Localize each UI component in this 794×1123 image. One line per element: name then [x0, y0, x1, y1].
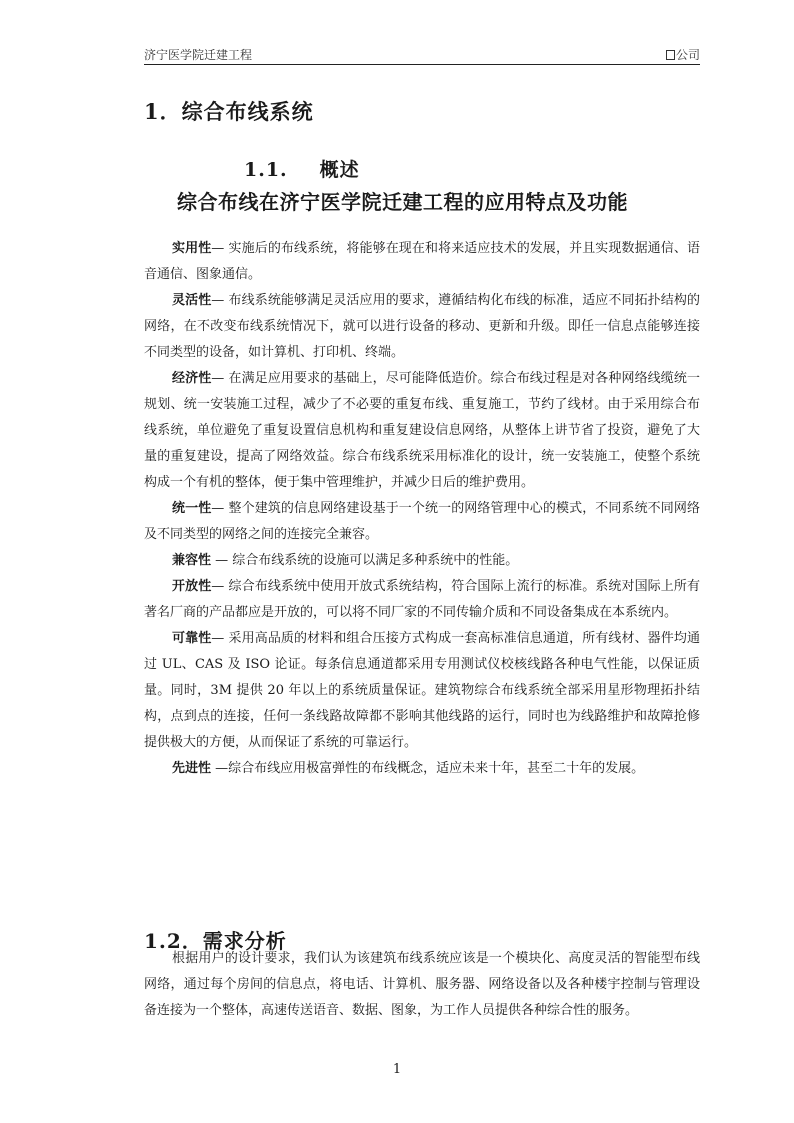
- feature-text: — 实施后的布线系统，将能够在现在和将来适应技术的发展，并且实现数据通信、语音通信、图象通信。: [144, 241, 700, 282]
- requirements-body: [144, 946, 700, 1024]
- feature-text: —综合布线应用极富弹性的布线概念，适应未来十年，甚至二十年的发展。: [211, 761, 645, 776]
- feature-paragraph: [144, 236, 700, 288]
- section-1-1-number: 1.1.: [244, 159, 288, 181]
- header-project-title: 济宁医学院迁建工程: [144, 48, 253, 62]
- feature-term: 开放性: [172, 579, 212, 594]
- header-company-label: 公司: [675, 48, 700, 62]
- feature-term: 可靠性: [172, 631, 212, 646]
- feature-text: — 采用高品质的材料和组合压接方式构成一套高标准信息通道，所有线材、器件均通过 UL、CAS 及 ISO 论证。每条信息通道都采用专用测试仪校核线路各种电气性能，以保证质量。同时，3M 提供 20 年以上的系统质量保证。建筑物综合布线系统全部采用星形物理拓扑结构，点到点的连接，任何一条线路故障都不影响其他线路的运行，同时也为线路维护和故障抢修提供极大的方便，从而保证了系统的可靠运行。: [144, 631, 700, 750]
- features-body: [144, 236, 700, 782]
- feature-term: 经济性: [172, 371, 212, 386]
- section-1-1-subtitle: 综合布线在济宁医学院迁建工程的应用特点及功能: [177, 190, 628, 214]
- feature-paragraph: [144, 626, 700, 756]
- placeholder-box-icon: [666, 50, 675, 60]
- feature-term: 灵活性: [172, 293, 212, 308]
- feature-text: — 整个建筑的信息网络建设基于一个统一的网络管理中心的模式，不同系统不同网络及不同类型的网络之间的连接完全兼容。: [144, 501, 700, 542]
- section-1-heading: 1．综合布线系统: [144, 99, 314, 124]
- feature-term: 统一性: [172, 501, 212, 516]
- page-number: 1: [392, 1062, 402, 1077]
- requirements-paragraph: 根据用户的设计要求，我们认为该建筑布线系统应该是一个模块化、高度灵活的智能型布线网络，通过每个房间的信息点，将电话、计算机、服务器、网络设备以及各种楼宇控制与管理设备连接为一个整体，高速传送语音、数据、图象，为工作人员提供各种综合性的服务。: [144, 951, 700, 1018]
- section-1-1-title: 概述: [319, 159, 360, 181]
- page-header: [144, 44, 700, 65]
- feature-text: — 综合布线系统的设施可以满足多种系统中的性能。: [211, 553, 519, 568]
- header-company: [666, 46, 700, 63]
- feature-paragraph: [144, 548, 700, 574]
- feature-term: 先进性: [172, 761, 212, 776]
- feature-text: — 布线系统能够满足灵活应用的要求，遵循结构化布线的标准，适应不同拓扑结构的网络，在不改变布线系统情况下，就可以进行设备的移动、更新和升级。即任一信息点能够连接不同类型的设备，如计算机、打印机、终端。: [144, 293, 700, 360]
- feature-paragraph: [144, 366, 700, 496]
- feature-paragraph: [144, 496, 700, 548]
- feature-term: 兼容性: [172, 553, 212, 568]
- section-1-2-heading: 1.2．需求分析: [144, 929, 287, 953]
- feature-text: — 综合布线系统中使用开放式系统结构，符合国际上流行的标准。系统对国际上所有著名厂商的产品都应是开放的，可以将不同厂家的不同传输介质和不同设备集成在本系统内。: [144, 579, 700, 620]
- section-1-1-heading: [244, 155, 360, 182]
- feature-paragraph: [144, 288, 700, 366]
- feature-paragraph: [144, 574, 700, 626]
- feature-term: 实用性: [172, 241, 212, 256]
- feature-text: — 在满足应用要求的基础上，尽可能降低造价。综合布线过程是对各种网络线缆统一规划、统一安装施工过程，减少了不必要的重复布线、重复施工，节约了线材。由于采用综合布线系统，单位避免了重复设置信息机构和重复建设信息网络，从整体上讲节省了投资，避免了大量的重复建设，提高了网络效益。综合布线系统采用标准化的设计，统一安装施工，使整个系统构成一个有机的整体，便于集中管理维护，并减少日后的维护费用。: [144, 371, 700, 490]
- feature-paragraph: [144, 756, 700, 782]
